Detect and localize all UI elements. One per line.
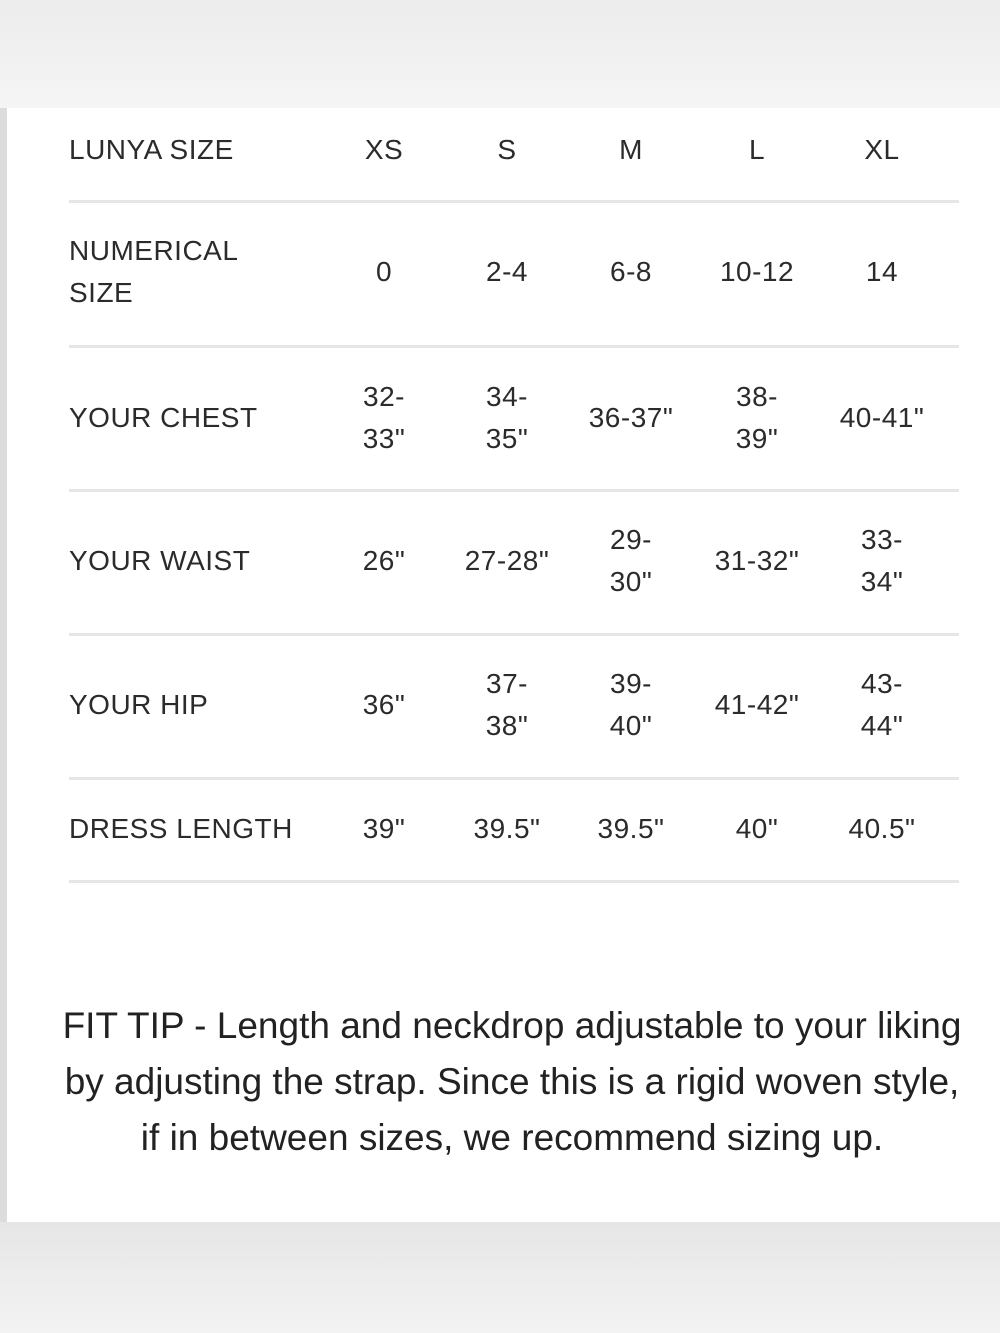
table-cell: 14 [865, 256, 899, 287]
row-label: DRESS LENGTH [69, 813, 293, 844]
table-cell: 26" [362, 545, 406, 576]
table-cell: 33- 34" [860, 524, 904, 597]
table-cell: 41-42" [714, 689, 800, 720]
row-divider [69, 200, 959, 203]
table-cell: 39" [362, 813, 406, 844]
header-cell: S [497, 134, 517, 165]
header-cell: XL [864, 134, 900, 165]
top-background [0, 0, 1000, 108]
table-cell: 27-28" [464, 545, 550, 576]
bottom-background [0, 1222, 1000, 1333]
table-cell: 10-12 [719, 256, 795, 287]
table-cell: 34- 35" [485, 381, 529, 454]
size-chart-card [0, 108, 1000, 1222]
row-label: YOUR WAIST [69, 545, 251, 576]
row-label: YOUR HIP [69, 689, 209, 720]
table-cell: 39- 40" [609, 668, 653, 741]
table-cell: 38- 39" [735, 381, 779, 454]
fit-tip-text: FIT TIP - Length and neckdrop adjustable to your liking by adjusting the strap. Since this is a rigid woven style, if in between sizes, we recommend sizing up. [62, 1005, 962, 1158]
row-label: NUMERICAL SIZE [69, 235, 239, 308]
table-cell: 29- 30" [609, 524, 653, 597]
row-divider [69, 777, 959, 780]
row-divider [69, 489, 959, 492]
table-cell: 32- 33" [362, 381, 406, 454]
table-cell: 6-8 [610, 256, 652, 287]
header-label: LUNYA SIZE [69, 134, 234, 165]
table-cell: 43- 44" [860, 668, 904, 741]
table-cell: 0 [375, 256, 393, 287]
table-cell: 31-32" [714, 545, 800, 576]
table-cell: 40" [735, 813, 779, 844]
row-label: YOUR CHEST [69, 402, 258, 433]
table-cell: 40.5" [848, 813, 916, 844]
header-cell: M [619, 134, 643, 165]
table-cell: 36" [362, 689, 406, 720]
header-cell: L [748, 134, 766, 165]
row-divider [69, 345, 959, 348]
table-cell: 39.5" [597, 813, 665, 844]
table-cell: 37- 38" [485, 668, 529, 741]
row-divider [69, 633, 959, 636]
table-cell: 39.5" [473, 813, 541, 844]
row-divider [69, 880, 959, 883]
table-cell: 2-4 [486, 256, 528, 287]
table-cell: 40-41" [839, 402, 925, 433]
table-cell: 36-37" [588, 402, 674, 433]
header-cell: XS [364, 134, 404, 165]
